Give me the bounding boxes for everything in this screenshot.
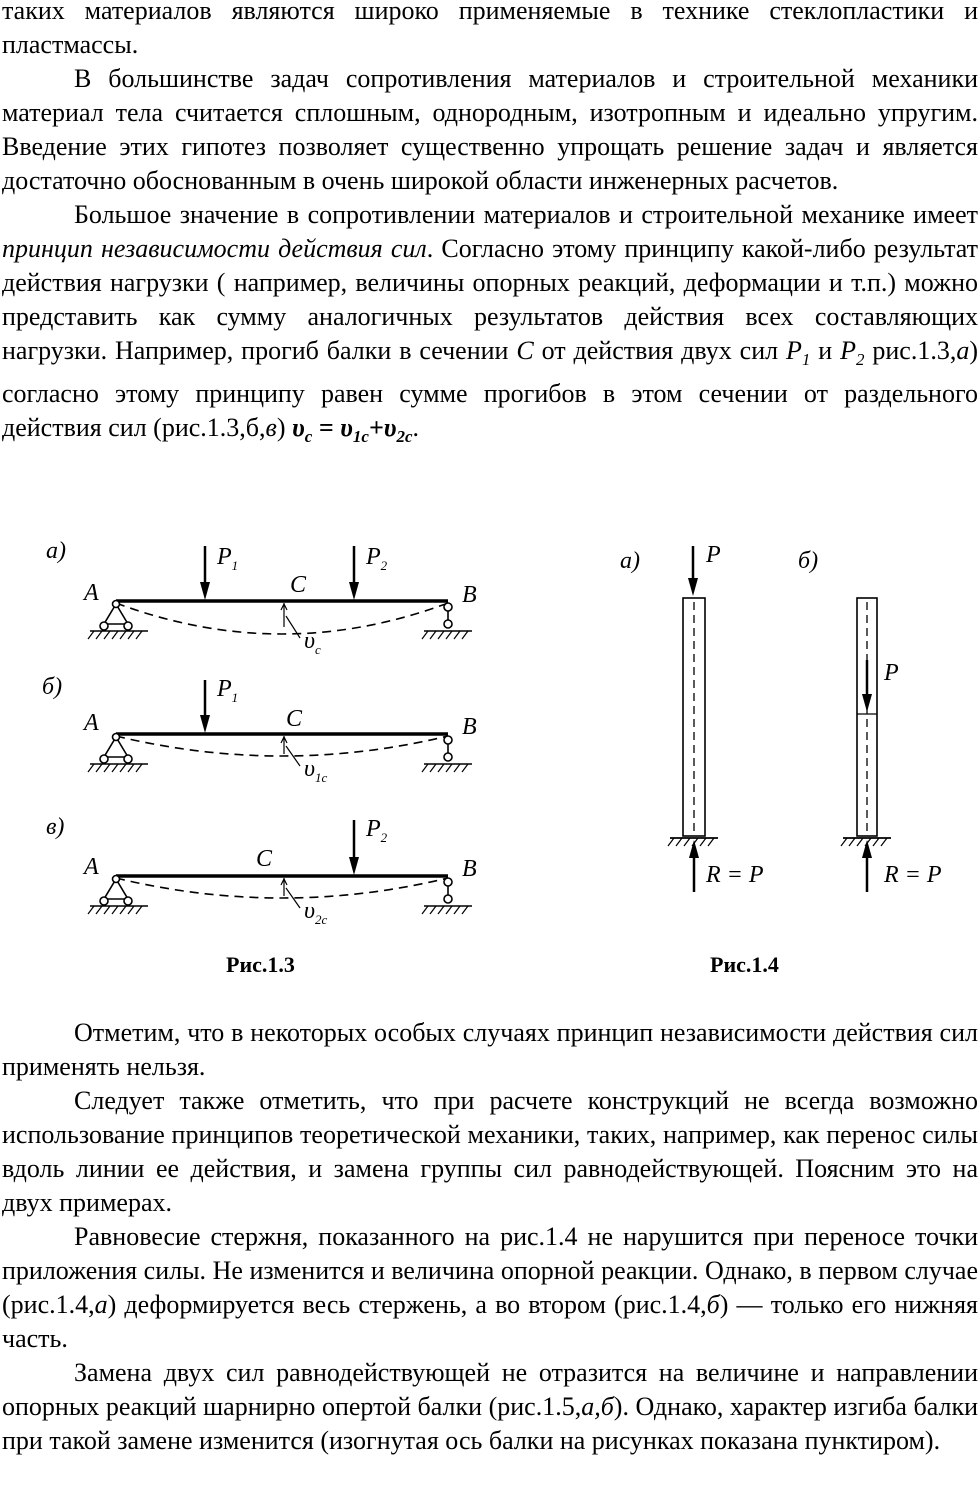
svg-text:B: B <box>462 714 477 740</box>
svg-text:A: A <box>84 854 99 880</box>
paragraph: таких материалов являются широко применяемые в технике стеклопластики и пластмассы. <box>2 0 978 59</box>
paragraph: Большое значение в сопротивлении материалов и строительной механике имеет принцип независимости действия сил. Согласно этому принципу какой-либо результат действия нагрузки ( например, величины опорных реакций, деформации и т.п.) можно представить как сумму аналогичных результатов действия всех составляющих нагрузки. Например, прогиб балки в сечении C от действия двух сил $P_1$ и $P_2$ рис.1.3,а) согласно этому принципу равен сумме прогибов в этом сечении от раздельного действия сил (рис.1.3,б,в) $\upsilon_c = \upsilon_{1c}+\upsilon_{2c}$. <box>2 200 978 447</box>
text-block-bottom <box>2 1016 978 1458</box>
equation: $\upsilon_c = \upsilon_{1c}+\upsilon_{2c}$ <box>291 413 413 447</box>
figure-1-4-a <box>620 542 764 892</box>
svg-text:P: P <box>706 542 721 568</box>
svg-text:B: B <box>462 856 477 882</box>
svg-text:A: A <box>84 580 99 606</box>
svg-text:C: C <box>290 572 307 598</box>
figure-1-3-b <box>42 674 477 785</box>
svg-text:C: C <box>256 846 273 872</box>
svg-text:в): в) <box>46 814 65 840</box>
figure-1-3-a <box>46 538 477 657</box>
svg-text:R = P: R = P <box>706 862 764 888</box>
figure-1-3-caption: Рис.1.3 <box>226 952 295 977</box>
paragraph: Замена двух сил равнодействующей не отразится на величине и направлении опорных реакций шарнирно опертой балки (рис.1.5,а,б). Однако, характер изгиба балки при такой замене изменится (изогнутая ось балки на рисунках показана пунктиром). <box>2 1358 978 1455</box>
symbol-P1: $P_1$ <box>785 336 811 370</box>
svg-text:а): а) <box>46 538 66 564</box>
svg-text:υ2c: $\upsilon_{2c}$ <box>304 898 328 927</box>
svg-text:P1: $P_1$ <box>217 544 239 573</box>
paragraph: Равновесие стержня, показанного на рис.1.4 не нарушится при переносе точки приложения силы. Не изменится и величина опорной реакции. Однако, в первом случае (рис.1.4,а) деформируется весь стержень, а во втором (рис.1.4,б) — только его нижняя часть. <box>2 1222 978 1353</box>
figures <box>0 520 980 1010</box>
svg-text:P2: $P_2$ <box>366 816 388 845</box>
svg-text:P: P <box>884 660 899 686</box>
svg-text:б): б) <box>798 548 819 574</box>
svg-text:б): б) <box>42 674 63 700</box>
figure-1-4-caption: Рис.1.4 <box>710 952 779 977</box>
svg-text:υ1c: $\upsilon_{1c}$ <box>304 756 328 785</box>
paragraph: В большинстве задач сопротивления материалов и строительной механики материал тела считается сплошным, однородным, изотропным и идеально упругим. Введение этих гипотез позволяет существенно упрощать решение задач и является достаточно обоснованным в очень широкой области инженерных расчетов. <box>2 64 978 195</box>
svg-text:A: A <box>84 710 99 736</box>
paragraph: Отметим, что в некоторых особых случаях принцип независимости действия сил применять нельзя. <box>2 1018 978 1081</box>
svg-text:P1: $P_1$ <box>217 676 239 705</box>
figure-1-3-v <box>46 814 477 927</box>
figure-1-4-b <box>798 548 942 892</box>
symbol-P2: $P_2$ <box>840 336 865 370</box>
svg-text:P2: $P_2$ <box>366 544 388 573</box>
svg-text:R = P: R = P <box>884 862 942 888</box>
svg-text:а): а) <box>620 548 640 574</box>
svg-text:υc: $\upsilon_c$ <box>304 628 321 657</box>
svg-text:C: C <box>286 706 303 732</box>
paragraph: Следует также отметить, что при расчете конструкций не всегда возможно использование принципов теоретической механики, таких, например, как перенос силы вдоль линии ее действия, и замена группы сил равнодействующей. Поясним это на двух примерах. <box>2 1086 978 1217</box>
figure-diagrams <box>0 520 980 1010</box>
svg-text:B: B <box>462 582 477 608</box>
text-block-top <box>2 0 978 454</box>
